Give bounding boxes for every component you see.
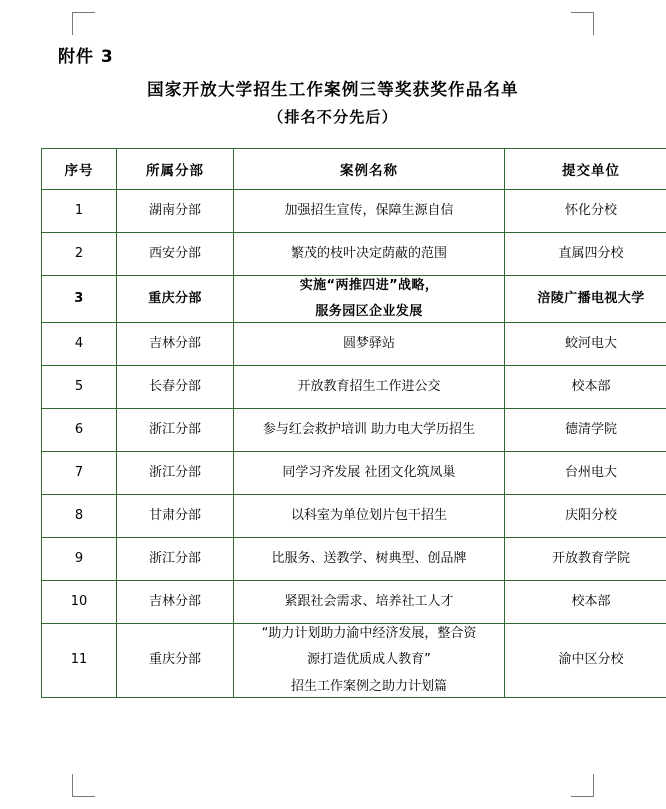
cell-branch: 长春分部 xyxy=(117,366,234,409)
crop-mark-top-left xyxy=(72,12,95,35)
cell-no: 9 xyxy=(42,538,117,581)
cell-no: 10 xyxy=(42,581,117,624)
case-name-line: “助力计划助力渝中经济发展，整合资 xyxy=(261,626,477,642)
cell-branch: 湖南分部 xyxy=(117,190,234,233)
case-name-line: 比服务、送教学、树典型、创品牌 xyxy=(271,551,467,567)
cell-unit: 渝中区分校 xyxy=(505,624,666,697)
cell-branch: 吉林分部 xyxy=(117,581,234,624)
crop-mark-bottom-left xyxy=(72,774,95,797)
cell-branch: 吉林分部 xyxy=(117,323,234,366)
column-header-branch: 所属分部 xyxy=(117,149,234,190)
cell-case-name xyxy=(234,452,505,495)
cell-case-name xyxy=(234,366,505,409)
case-name-line: 圆梦驿站 xyxy=(342,336,395,352)
crop-mark-top-right xyxy=(571,12,594,35)
cell-branch: 浙江分部 xyxy=(117,538,234,581)
case-name-line: 同学习齐发展 社团文化筑凤巢 xyxy=(282,465,456,481)
case-name-line: 繁茂的枝叶决定荫蔽的范围 xyxy=(290,245,447,261)
cell-case-name xyxy=(234,581,505,624)
cell-unit: 蛟河电大 xyxy=(505,323,666,366)
cell-case-name xyxy=(234,190,505,233)
cell-no: 11 xyxy=(42,624,117,697)
case-name-line: 开放教育招生工作进公交 xyxy=(297,379,441,395)
cell-unit: 庆阳分校 xyxy=(505,495,666,538)
case-name-line: 服务园区企业发展 xyxy=(315,304,423,320)
table-row xyxy=(42,624,666,697)
cell-case-name xyxy=(234,409,505,452)
cell-no: 3 xyxy=(42,276,117,323)
column-header-unit: 提交单位 xyxy=(505,149,666,190)
column-header-case: 案例名称 xyxy=(234,149,505,190)
case-name-line: 紧跟社会需求、培养社工人才 xyxy=(284,594,454,610)
cell-unit: 开放教育学院 xyxy=(505,538,666,581)
table-header-row xyxy=(42,149,666,190)
attachment-label: 附件 3 xyxy=(58,47,114,67)
cell-case-name xyxy=(234,276,505,323)
table-body xyxy=(42,190,666,698)
cell-no: 8 xyxy=(42,495,117,538)
table-row xyxy=(42,452,666,495)
table-row xyxy=(42,495,666,538)
cell-branch: 浙江分部 xyxy=(117,409,234,452)
cell-branch: 重庆分部 xyxy=(117,276,234,323)
case-name-line: 参与红会救护培训 助力电大学历招生 xyxy=(262,422,476,438)
cell-no: 1 xyxy=(42,190,117,233)
case-name-line: 实施“两推四进”战略， xyxy=(299,278,439,293)
table-row xyxy=(42,190,666,233)
case-name-line: 以科室为单位划片包干招生 xyxy=(290,508,447,524)
cell-no: 6 xyxy=(42,409,117,452)
cell-case-name xyxy=(234,538,505,581)
cell-no: 4 xyxy=(42,323,117,366)
table-row xyxy=(42,233,666,276)
cell-unit: 台州电大 xyxy=(505,452,666,495)
cell-unit: 直属四分校 xyxy=(505,233,666,276)
cell-no: 2 xyxy=(42,233,117,276)
table-row xyxy=(42,538,666,581)
cell-unit: 怀化分校 xyxy=(505,190,666,233)
cell-case-name xyxy=(234,323,505,366)
table-row xyxy=(42,323,666,366)
crop-mark-bottom-right xyxy=(571,774,594,797)
cell-branch: 重庆分部 xyxy=(117,624,234,697)
table-header xyxy=(42,149,666,190)
case-name-line: 源打造优质成人教育” xyxy=(307,652,431,668)
page-title: 国家开放大学招生工作案例三等奖获奖作品名单 xyxy=(147,80,519,99)
cell-branch: 西安分部 xyxy=(117,233,234,276)
cell-unit: 校本部 xyxy=(505,366,666,409)
table-row xyxy=(42,366,666,409)
case-name-line: 招生工作案例之助力计划篇 xyxy=(290,678,447,694)
cell-branch: 浙江分部 xyxy=(117,452,234,495)
table-row xyxy=(42,409,666,452)
cell-case-name xyxy=(234,624,505,697)
cell-case-name xyxy=(234,495,505,538)
cell-unit: 涪陵广播电视大学 xyxy=(505,276,666,323)
cell-unit: 德清学院 xyxy=(505,409,666,452)
table-row xyxy=(42,581,666,624)
cell-unit: 校本部 xyxy=(505,581,666,624)
cell-branch: 甘肃分部 xyxy=(117,495,234,538)
cell-case-name xyxy=(234,233,505,276)
table-row xyxy=(42,276,666,323)
page-subtitle: （排名不分先后） xyxy=(268,108,398,126)
cell-no: 7 xyxy=(42,452,117,495)
award-list-table xyxy=(41,148,666,698)
case-name-line: 加强招生宣传，保障生源自信 xyxy=(284,202,454,218)
cell-no: 5 xyxy=(42,366,117,409)
column-header-no: 序号 xyxy=(42,149,117,190)
